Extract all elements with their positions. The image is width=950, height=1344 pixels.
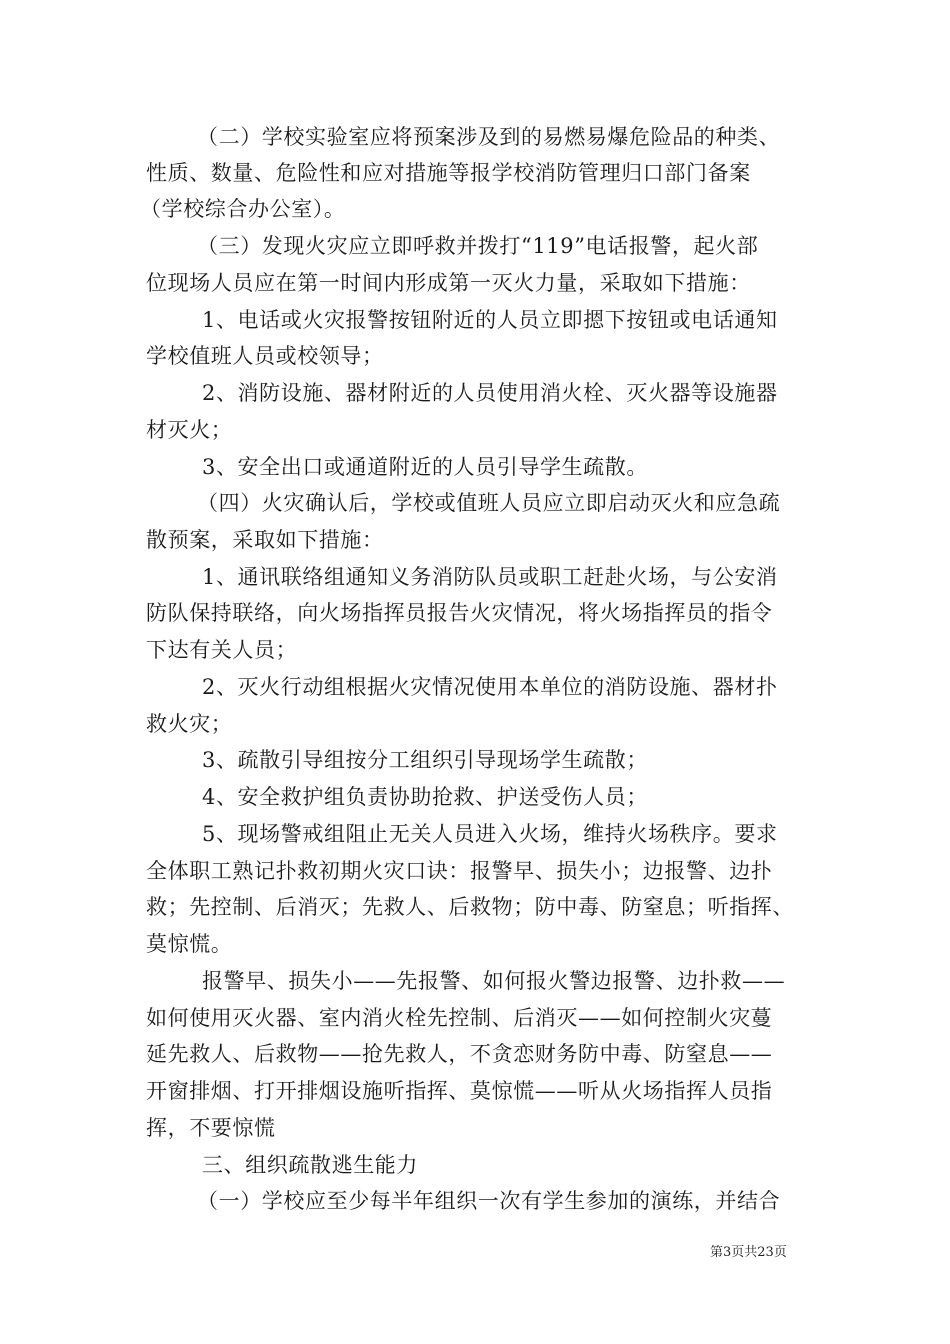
text-line: 莫惊慌。 [146, 932, 233, 956]
text-line: 2、灭火行动组根据火灾情况使用本单位的消防设施、器材扑 [202, 675, 778, 699]
text-line: 2、消防设施、器材附近的人员使用消火栓、灭火器等设施器 [202, 381, 778, 405]
text-line: 如何使用灭火器、室内消火栓先控制、后消灭——如何控制火灾蔓 [146, 1006, 773, 1030]
text-line: 4、安全救护组负责协助抢救、护送受伤人员； [202, 785, 648, 809]
text-line: 1、通讯联络组通知义务消防队员或职工赶赴火场，与公安消 [202, 565, 778, 589]
text-line: （四）火灾确认后，学校或值班人员应立即启动灭火和应急疏 [197, 491, 781, 515]
text-line: 1、电话或火灾报警按钮附近的人员立即摁下按钮或电话通知 [202, 308, 778, 332]
text-line: 散预案，采取如下措施： [146, 528, 384, 552]
text-line: （三）发现火灾应立即呼救并拨打“119”电话报警，起火部 [197, 234, 759, 258]
text-line: （二）学校实验室应将预案涉及到的易燃易爆危险品的种类、 [197, 125, 781, 149]
text-line: 开窗排烟、打开排烟设施听指挥、莫惊慌——听从火场指挥人员指 [146, 1079, 773, 1103]
text-line: 性质、数量、危险性和应对措施等报学校消防管理归口部门备案 [146, 161, 751, 185]
text-line: 学校值班人员或校领导； [146, 344, 384, 368]
text-line: 全体职工熟记扑救初期火灾口诀：报警早、损失小；边报警、边扑 [146, 859, 773, 883]
text-line: 救火灾； [146, 712, 233, 736]
text-line: 防队保持联络，向火场指挥员报告火灾情况，将火场指挥员的指令 [146, 601, 773, 625]
text-line: 报警早、损失小——先报警、如何报火警边报警、边扑救—— [202, 969, 786, 993]
text-line: 3、疏散引导组按分工组织引导现场学生疏散； [202, 748, 648, 772]
text-line: 位现场人员应在第一时间内形成第一灭火力量，采取如下措施： [146, 271, 751, 295]
text-line: （学校综合办公室）。 [140, 197, 346, 221]
text-line: 下达有关人员； [146, 638, 298, 662]
text-line: （一）学校应至少每半年组织一次有学生参加的演练，并结合 [197, 1189, 781, 1213]
text-line: 材灭火； [146, 418, 233, 442]
text-line: 3、安全出口或通道附近的人员引导学生疏散。 [202, 455, 648, 479]
text-line: 5、现场警戒组阻止无关人员进入火场，维持火场秩序。要求 [202, 822, 778, 846]
text-line: 三、组织疏散逃生能力 [202, 1153, 418, 1177]
text-line: 挥，不要惊慌 [146, 1116, 276, 1140]
text-line: 救；先控制、后消灭；先救人、后救物；防中毒、防窒息；听指挥、 [146, 895, 794, 919]
text-line: 延先救人、后救物——抢先救人，不贪恋财务防中毒、防窒息—— [146, 1042, 773, 1066]
page-number-footer: 第3页共23页 [710, 1245, 787, 1260]
